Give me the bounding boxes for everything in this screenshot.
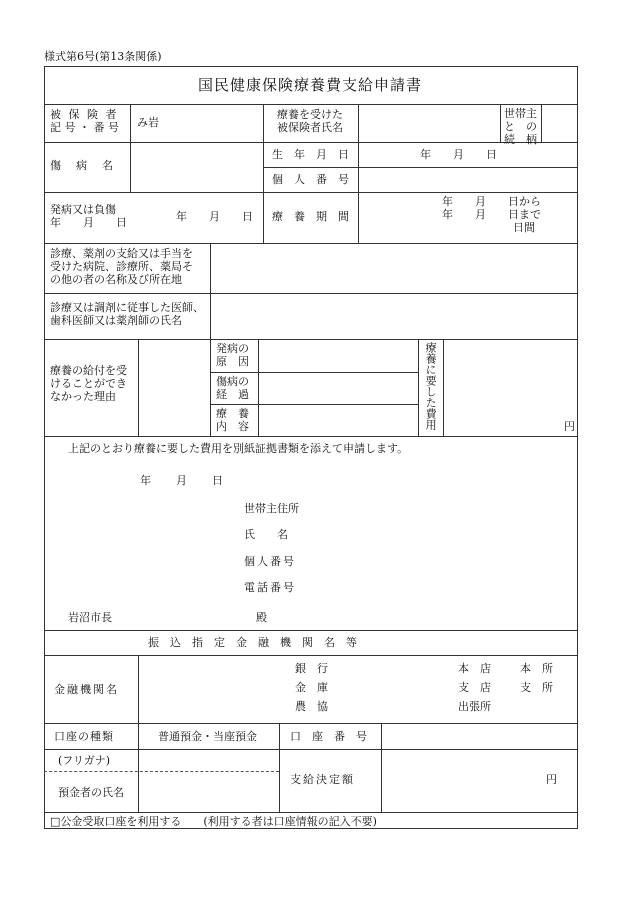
birthdate-label: 生 年 月 日 — [272, 148, 349, 161]
cost-label: 療養に要した費用 — [424, 342, 438, 430]
hospital-label: 診療、薬剤の支給又は手当を 受けた病院、診療所、薬局そ の他の者の名称及び所在地 — [50, 247, 193, 287]
patient-name-field[interactable] — [360, 106, 498, 140]
decision-amount-label: 支給決定額 — [290, 773, 355, 786]
treatment-period-label: 療 養 期 間 — [272, 210, 349, 223]
account-type-select[interactable]: 普通預金・当座預金 — [158, 730, 257, 743]
applicant-name-label: 氏 名 — [244, 528, 288, 541]
hospital-field[interactable] — [212, 245, 576, 291]
cost-yen-unit: 円 — [564, 420, 575, 433]
account-number-field[interactable] — [383, 725, 576, 747]
content-field[interactable] — [260, 406, 416, 435]
onset-date-field[interactable]: 年 月 日 — [176, 210, 253, 223]
bank-name-label: 金融機関名 — [54, 683, 119, 696]
doctor-field[interactable] — [212, 295, 576, 337]
account-number-label: 口 座 番 号 — [290, 730, 367, 743]
phone-label: 電話番号 — [244, 581, 296, 594]
bank-name-field[interactable] — [140, 657, 290, 721]
personal-number-field[interactable] — [360, 169, 576, 190]
content-label: 療 養 内 容 — [216, 407, 249, 434]
honorific: 殿 — [256, 611, 267, 624]
birthdate-field[interactable]: 年 月 日 — [420, 148, 497, 161]
cause-label: 発病の 原 因 — [216, 342, 249, 369]
account-type-label: 口座の種類 — [54, 730, 114, 743]
holder-name-field[interactable] — [140, 773, 277, 810]
mayor-addressee: 岩沼市長 — [68, 611, 112, 624]
insured-label: 被 保 険 者 記 号 ・ 番 号 — [50, 108, 119, 135]
household-relation-field[interactable] — [543, 106, 576, 140]
cause-field[interactable] — [260, 341, 416, 371]
doctor-label: 診療又は調剤に従事した医師、 歯科医師又は薬剤師の氏名 — [50, 301, 204, 328]
branch-type-options-1[interactable]: 本 店 支 店 出張所 — [458, 662, 491, 713]
bank-section-header: 振 込 指 定 金 融 機 関 名 等 — [148, 636, 357, 649]
household-relation-label: 世帯主 と の 続 柄 — [504, 107, 537, 147]
branch-name-field[interactable] — [340, 657, 452, 721]
course-field[interactable] — [260, 374, 416, 403]
furigana-label: (フリガナ) — [58, 754, 111, 767]
reason-field[interactable] — [140, 341, 208, 434]
patient-name-label: 療養を受けた 被保険者氏名 — [277, 108, 343, 135]
personal-number-label: 個 人 番 号 — [272, 173, 349, 186]
phone-field[interactable] — [310, 577, 570, 597]
injury-name-field[interactable] — [132, 144, 261, 190]
cost-field[interactable] — [445, 341, 576, 434]
reason-label: 療養の給付を受 けることができ なかった理由 — [50, 364, 127, 404]
insured-number-field[interactable]: み岩 — [137, 116, 159, 129]
address-label: 世帯主住所 — [244, 502, 299, 515]
form-title: 国民健康保険療養費支給申請書 — [198, 76, 423, 94]
applicant-number-label: 個人番号 — [244, 555, 296, 568]
course-label: 傷病の 経 過 — [216, 375, 249, 402]
address-field[interactable] — [310, 498, 570, 518]
form-number: 様式第6号(第13条関係) — [44, 50, 162, 63]
public-account-checkbox[interactable]: □公金受取口座を利用する (利用する者は口座情報の記入不要) — [50, 815, 377, 828]
application-date[interactable]: 年 月 日 — [140, 474, 224, 487]
holder-name-label: 預金者の氏名 — [58, 786, 124, 799]
decision-yen-unit: 円 — [546, 773, 557, 786]
declaration-text: 上記のとおり療養に要した費用を別紙証拠書類を添えて申請します。 — [68, 442, 409, 455]
onset-date-label: 発病又は負傷 年 月 日 — [50, 203, 127, 230]
applicant-number-field[interactable] — [310, 551, 570, 571]
branch-type-options-2[interactable]: 本 所 支 所 — [520, 662, 553, 694]
furigana-field[interactable] — [140, 751, 277, 770]
treatment-period-field[interactable]: 年 月 日から 年 月 日まで 日間 — [442, 195, 541, 235]
applicant-name-field[interactable] — [310, 524, 570, 544]
injury-name-label: 傷 病 名 — [50, 159, 115, 172]
bank-type-options[interactable]: 銀 行 金 庫 農 協 — [295, 662, 328, 713]
